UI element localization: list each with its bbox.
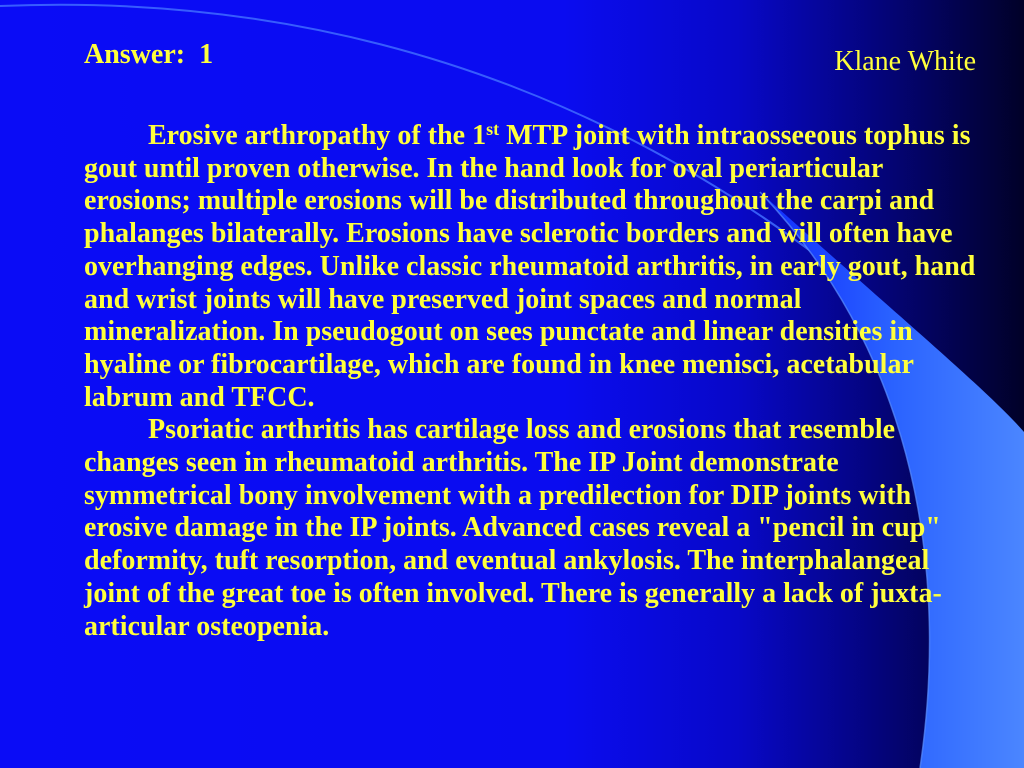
paragraph-gout-start: Erosive arthropathy of the 1 — [148, 120, 487, 151]
answer-heading: Answer: 1 — [84, 39, 214, 70]
answer-explanation — [84, 120, 984, 643]
paragraph-gout-rest: MTP joint with intraosseeous tophus is gout until proven otherwise. In the hand look for oval periarticular erosions; multiple erosions will be distributed throughout the carpi and phalanges bilaterally. Erosions have sclerotic borders and will often have overhanging edges. Unlike classic rheumatoid arthritis, in early gout, hand and wrist joints will have preserved joint spaces and normal mineralization. In pseudogout on sees punctate and linear densities in hyaline or fibrocartilage, which are found in knee menisci, acetabular labrum and TFCC. — [84, 120, 976, 413]
author-name: Klane White — [834, 46, 976, 77]
paragraph-gout — [84, 120, 984, 414]
ordinal-superscript: st — [486, 119, 500, 139]
paragraph-psoriatic: Psoriatic arthritis has cartilage loss and erosions that resemble changes seen in rheumatoid arthritis. The IP Joint demonstrate symmetrical bony involvement with a predilection for DIP joints with erosive damage in the IP joints. Advanced cases reveal a "pencil in cup" deformity, tuft resorption, and eventual ankylosis. The interphalangeal joint of the great toe is often involved. There is generally a lack of juxta-articular osteopenia. — [84, 414, 942, 642]
